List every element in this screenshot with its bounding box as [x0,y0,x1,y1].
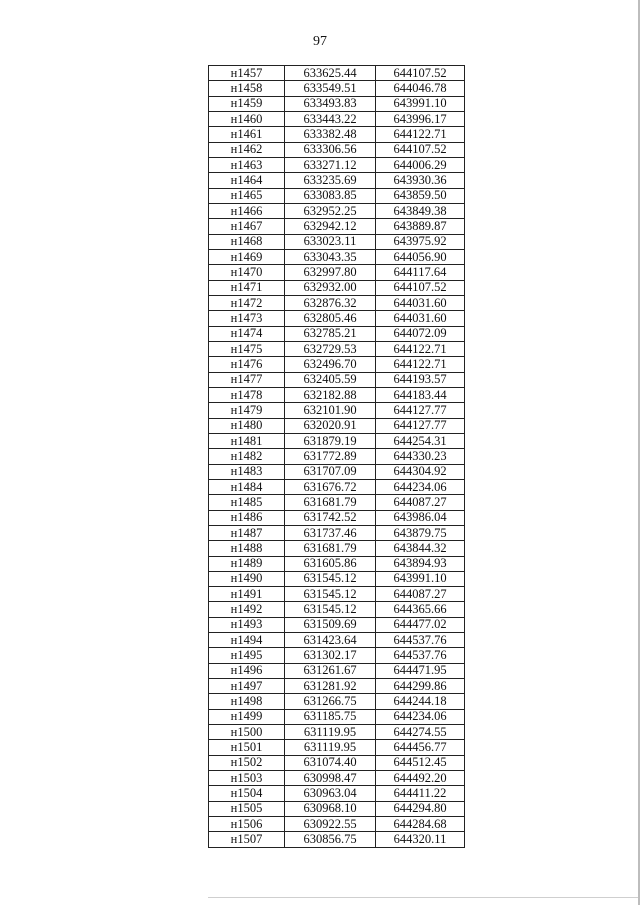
point-id-cell: н1466 [209,203,285,218]
y-coordinate-cell: 643986.04 [376,510,465,525]
table-row [209,265,465,280]
point-id-cell: н1493 [209,617,285,632]
point-id-cell: н1475 [209,341,285,356]
point-id-cell: н1461 [209,127,285,142]
table-row [209,587,465,602]
coordinates-table-body [209,66,465,848]
x-coordinate-cell: 631266.75 [285,694,376,709]
y-coordinate-cell: 644492.20 [376,771,465,786]
y-coordinate-cell: 644304.92 [376,464,465,479]
table-row [209,66,465,81]
x-coordinate-cell: 633043.35 [285,249,376,264]
x-coordinate-cell: 631423.64 [285,633,376,648]
point-id-cell: н1505 [209,801,285,816]
table-row [209,142,465,157]
table-row [209,372,465,387]
x-coordinate-cell: 631707.09 [285,464,376,479]
y-coordinate-cell: 644294.80 [376,801,465,816]
point-id-cell: н1471 [209,280,285,295]
point-id-cell: н1488 [209,541,285,556]
table-row [209,249,465,264]
table-row [209,418,465,433]
point-id-cell: н1472 [209,295,285,310]
x-coordinate-cell: 633306.56 [285,142,376,157]
y-coordinate-cell: 644284.68 [376,817,465,832]
y-coordinate-cell: 644006.29 [376,157,465,172]
x-coordinate-cell: 631509.69 [285,617,376,632]
x-coordinate-cell: 631545.12 [285,587,376,602]
point-id-cell: н1473 [209,311,285,326]
table-row [209,219,465,234]
x-coordinate-cell: 631772.89 [285,449,376,464]
x-coordinate-cell: 633023.11 [285,234,376,249]
table-row [209,311,465,326]
point-id-cell: н1463 [209,157,285,172]
table-row [209,663,465,678]
table-row [209,127,465,142]
x-coordinate-cell: 631261.67 [285,663,376,678]
table-row [209,387,465,402]
x-coordinate-cell: 633443.22 [285,111,376,126]
y-coordinate-cell: 644072.09 [376,326,465,341]
table-row [209,96,465,111]
y-coordinate-cell: 644411.22 [376,786,465,801]
table-row [209,188,465,203]
x-coordinate-cell: 631879.19 [285,433,376,448]
y-coordinate-cell: 644193.57 [376,372,465,387]
y-coordinate-cell: 644254.31 [376,433,465,448]
y-coordinate-cell: 644031.60 [376,311,465,326]
x-coordinate-cell: 633625.44 [285,66,376,81]
y-coordinate-cell: 644537.76 [376,648,465,663]
point-id-cell: н1477 [209,372,285,387]
y-coordinate-cell: 644117.64 [376,265,465,280]
point-id-cell: н1489 [209,556,285,571]
y-coordinate-cell: 644244.18 [376,694,465,709]
point-id-cell: н1464 [209,173,285,188]
x-coordinate-cell: 632496.70 [285,357,376,372]
x-coordinate-cell: 633493.83 [285,96,376,111]
point-id-cell: н1478 [209,387,285,402]
table-row [209,203,465,218]
x-coordinate-cell: 631605.86 [285,556,376,571]
x-coordinate-cell: 633382.48 [285,127,376,142]
point-id-cell: н1486 [209,510,285,525]
point-id-cell: н1504 [209,786,285,801]
y-coordinate-cell: 644107.52 [376,66,465,81]
x-coordinate-cell: 632997.80 [285,265,376,280]
x-coordinate-cell: 632101.90 [285,403,376,418]
y-coordinate-cell: 644087.27 [376,495,465,510]
table-row [209,111,465,126]
table-row [209,709,465,724]
y-coordinate-cell: 644127.77 [376,403,465,418]
y-coordinate-cell: 644471.95 [376,663,465,678]
table-row [209,679,465,694]
y-coordinate-cell: 644087.27 [376,587,465,602]
x-coordinate-cell: 631681.79 [285,541,376,556]
y-coordinate-cell: 643996.17 [376,111,465,126]
point-id-cell: н1503 [209,771,285,786]
point-id-cell: н1484 [209,479,285,494]
point-id-cell: н1479 [209,403,285,418]
table-row [209,510,465,525]
table-row [209,725,465,740]
table-row [209,173,465,188]
table-row [209,832,465,847]
table-row [209,571,465,586]
x-coordinate-cell: 633235.69 [285,173,376,188]
point-id-cell: н1492 [209,602,285,617]
point-id-cell: н1481 [209,433,285,448]
x-coordinate-cell: 632020.91 [285,418,376,433]
y-coordinate-cell: 643930.36 [376,173,465,188]
table-row [209,157,465,172]
x-coordinate-cell: 631119.95 [285,740,376,755]
point-id-cell: н1468 [209,234,285,249]
table-row [209,403,465,418]
point-id-cell: н1502 [209,755,285,770]
x-coordinate-cell: 631545.12 [285,602,376,617]
x-coordinate-cell: 631676.72 [285,479,376,494]
y-coordinate-cell: 644122.71 [376,341,465,356]
x-coordinate-cell: 631737.46 [285,525,376,540]
y-coordinate-cell: 644031.60 [376,295,465,310]
y-coordinate-cell: 643889.87 [376,219,465,234]
x-coordinate-cell: 630963.04 [285,786,376,801]
y-coordinate-cell: 643991.10 [376,571,465,586]
y-coordinate-cell: 644122.71 [376,127,465,142]
x-coordinate-cell: 630922.55 [285,817,376,832]
table-row [209,755,465,770]
table-row [209,495,465,510]
x-coordinate-cell: 631185.75 [285,709,376,724]
y-coordinate-cell: 644183.44 [376,387,465,402]
table-row [209,786,465,801]
x-coordinate-cell: 632729.53 [285,341,376,356]
table-row [209,525,465,540]
y-coordinate-cell: 643844.32 [376,541,465,556]
y-coordinate-cell: 643859.50 [376,188,465,203]
table-row [209,326,465,341]
x-coordinate-cell: 633549.51 [285,81,376,96]
point-id-cell: н1476 [209,357,285,372]
table-row [209,449,465,464]
x-coordinate-cell: 632932.00 [285,280,376,295]
y-coordinate-cell: 643849.38 [376,203,465,218]
y-coordinate-cell: 644477.02 [376,617,465,632]
table-row [209,295,465,310]
point-id-cell: н1501 [209,740,285,755]
table-row [209,464,465,479]
point-id-cell: н1507 [209,832,285,847]
point-id-cell: н1460 [209,111,285,126]
x-coordinate-cell: 631281.92 [285,679,376,694]
table-row [209,771,465,786]
y-coordinate-cell: 644320.11 [376,832,465,847]
y-coordinate-cell: 643991.10 [376,96,465,111]
y-coordinate-cell: 644122.71 [376,357,465,372]
point-id-cell: н1482 [209,449,285,464]
point-id-cell: н1474 [209,326,285,341]
point-id-cell: н1494 [209,633,285,648]
point-id-cell: н1459 [209,96,285,111]
y-coordinate-cell: 644107.52 [376,280,465,295]
point-id-cell: н1458 [209,81,285,96]
x-coordinate-cell: 631545.12 [285,571,376,586]
table-row [209,602,465,617]
point-id-cell: н1487 [209,525,285,540]
point-id-cell: н1483 [209,464,285,479]
point-id-cell: н1480 [209,418,285,433]
y-coordinate-cell: 644330.23 [376,449,465,464]
page-number: 97 [313,34,327,49]
point-id-cell: н1495 [209,648,285,663]
y-coordinate-cell: 644107.52 [376,142,465,157]
y-coordinate-cell: 644056.90 [376,249,465,264]
x-coordinate-cell: 632876.32 [285,295,376,310]
y-coordinate-cell: 644456.77 [376,740,465,755]
point-id-cell: н1470 [209,265,285,280]
point-id-cell: н1496 [209,663,285,678]
x-coordinate-cell: 632405.59 [285,372,376,387]
coordinates-table [208,65,465,848]
y-coordinate-cell: 644274.55 [376,725,465,740]
x-coordinate-cell: 630968.10 [285,801,376,816]
y-coordinate-cell: 644537.76 [376,633,465,648]
point-id-cell: н1499 [209,709,285,724]
table-row [209,648,465,663]
x-coordinate-cell: 632942.12 [285,219,376,234]
x-coordinate-cell: 632805.46 [285,311,376,326]
point-id-cell: н1465 [209,188,285,203]
x-coordinate-cell: 632952.25 [285,203,376,218]
table-row [209,433,465,448]
x-coordinate-cell: 632785.21 [285,326,376,341]
point-id-cell: н1497 [209,679,285,694]
y-coordinate-cell: 644234.06 [376,479,465,494]
table-row [209,541,465,556]
table-row [209,633,465,648]
point-id-cell: н1490 [209,571,285,586]
table-row [209,556,465,571]
table-row [209,81,465,96]
table-row [209,280,465,295]
x-coordinate-cell: 631681.79 [285,495,376,510]
y-coordinate-cell: 643975.92 [376,234,465,249]
point-id-cell: н1462 [209,142,285,157]
y-coordinate-cell: 644512.45 [376,755,465,770]
table-row [209,357,465,372]
point-id-cell: н1469 [209,249,285,264]
table-row [209,234,465,249]
table-row [209,694,465,709]
y-coordinate-cell: 643894.93 [376,556,465,571]
x-coordinate-cell: 632182.88 [285,387,376,402]
point-id-cell: н1498 [209,694,285,709]
table-row [209,479,465,494]
table-row [209,617,465,632]
point-id-cell: н1457 [209,66,285,81]
table-row [209,817,465,832]
y-coordinate-cell: 644365.66 [376,602,465,617]
x-coordinate-cell: 633083.85 [285,188,376,203]
x-coordinate-cell: 630998.47 [285,771,376,786]
point-id-cell: н1506 [209,817,285,832]
y-coordinate-cell: 644046.78 [376,81,465,96]
x-coordinate-cell: 631074.40 [285,755,376,770]
table-row [209,740,465,755]
y-coordinate-cell: 643879.75 [376,525,465,540]
y-coordinate-cell: 644127.77 [376,418,465,433]
x-coordinate-cell: 630856.75 [285,832,376,847]
point-id-cell: н1485 [209,495,285,510]
point-id-cell: н1467 [209,219,285,234]
x-coordinate-cell: 633271.12 [285,157,376,172]
x-coordinate-cell: 631742.52 [285,510,376,525]
x-coordinate-cell: 631302.17 [285,648,376,663]
y-coordinate-cell: 644234.06 [376,709,465,724]
table-row [209,801,465,816]
bottom-divider [208,897,640,898]
point-id-cell: н1500 [209,725,285,740]
y-coordinate-cell: 644299.86 [376,679,465,694]
table-row [209,341,465,356]
point-id-cell: н1491 [209,587,285,602]
x-coordinate-cell: 631119.95 [285,725,376,740]
